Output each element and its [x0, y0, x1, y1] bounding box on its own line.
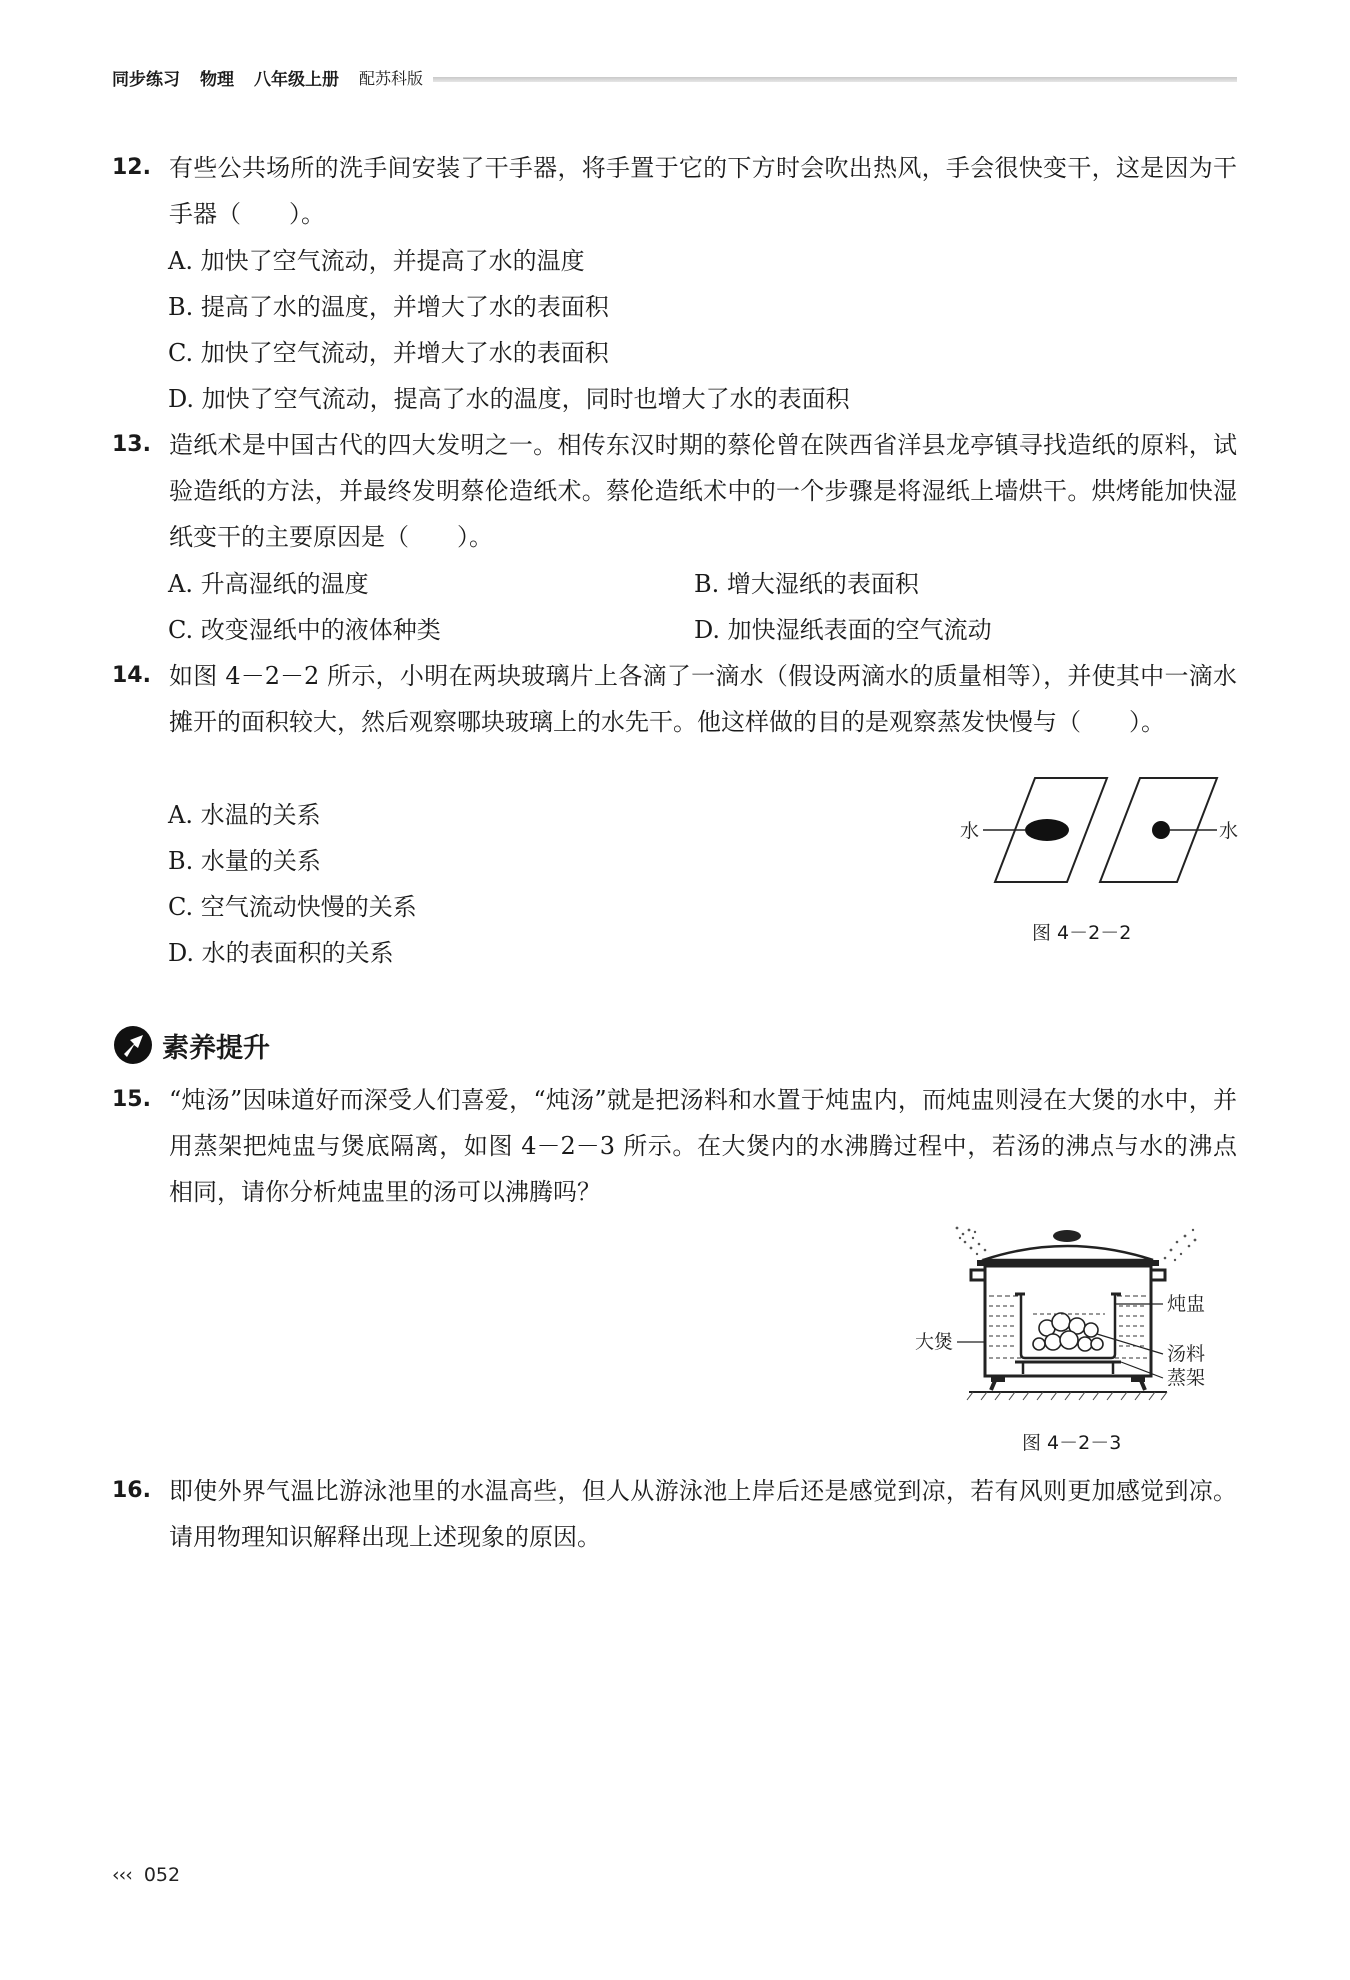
option-d: D. 加快了空气流动，提高了水的温度，同时也增大了水的表面积	[168, 385, 850, 413]
label-big-pot: 大煲	[915, 1331, 954, 1353]
label-water-right: 水	[1219, 820, 1239, 842]
question-stem: 如图 4－2－2 所示，小明在两块玻璃片上各滴了一滴水（假设两滴水的质量相等），并使其中一滴水摊开的面积较大，然后观察哪块玻璃上的水先干。他这样做的目的是观察蒸发快慢与（ ）。	[169, 662, 1237, 736]
question-number: 15.	[112, 1087, 151, 1112]
section-heading	[112, 1023, 270, 1067]
subject-title: 物理	[200, 69, 234, 90]
label-stew-cup: 炖盅	[1167, 1293, 1206, 1315]
pot-handle-right	[1151, 1270, 1165, 1280]
section-title: 素养提升	[162, 1032, 270, 1064]
label-water-left: 水	[960, 820, 980, 842]
figure-stew-pot	[915, 1218, 1235, 1418]
option-b: B. 提高了水的温度，并增大了水的表面积	[168, 293, 609, 321]
pot-lid	[983, 1246, 1153, 1260]
question-number: 16.	[112, 1478, 151, 1503]
question-number: 12.	[112, 155, 151, 180]
arrow-badge-icon	[112, 1024, 154, 1066]
footer-arrows: ‹‹‹	[112, 1864, 132, 1886]
question-16	[112, 1468, 1237, 1560]
question-number: 13.	[112, 432, 151, 457]
page-header	[112, 62, 1237, 92]
option-c: C. 加快了空气流动，并增大了水的表面积	[168, 339, 609, 367]
option-a: A. 加快了空气流动，并提高了水的温度	[168, 247, 585, 275]
question-stem: 即使外界气温比游泳池里的水温高些，但人从游泳池上岸后还是感觉到凉，若有风则更加感觉到凉。请用物理知识解释出现上述现象的原因。	[169, 1477, 1237, 1551]
series-title: 同步练习	[112, 69, 180, 90]
page-number: 052	[143, 1864, 181, 1886]
water-drop-small	[1152, 821, 1170, 839]
water-drop-large	[1025, 819, 1069, 841]
question-15	[112, 1077, 1237, 1215]
grade-title: 八年级上册	[254, 69, 339, 90]
question-stem: 造纸术是中国古代的四大发明之一。相传东汉时期的蔡伦曾在陕西省洋县龙亭镇寻找造纸的原料，试验造纸的方法，并最终发明蔡伦造纸术。蔡伦造纸术中的一个步骤是将湿纸上墙烘干。烘烤能加快湿纸变干的主要原因是（ ）。	[169, 431, 1237, 551]
lid-knob	[1053, 1230, 1081, 1242]
figure-glass-slides	[955, 770, 1245, 890]
ground-hatch	[967, 1392, 1167, 1400]
option-c: C. 空气流动快慢的关系	[168, 893, 417, 921]
option-a: A. 水温的关系	[168, 801, 321, 829]
figure-caption: 图 4－2－3	[1022, 1432, 1122, 1454]
label-ingredients: 汤料	[1167, 1343, 1206, 1365]
question-stem: “炖汤”因味道好而深受人们喜爱，“炖汤”就是把汤料和水置于炖盅内，而炖盅则浸在大煲的水中，并用蒸架把炖盅与煲底隔离，如图 4－2－3 所示。在大煲内的水沸腾过程中，若汤的沸点与水的沸点相同，请你分析炖盅里的汤可以沸腾吗？	[169, 1086, 1237, 1206]
header-rule	[433, 77, 1237, 82]
question-13	[112, 422, 1237, 560]
question-12	[112, 145, 1237, 237]
steam-left	[956, 1227, 987, 1262]
option-a: A. 升高湿纸的温度	[168, 570, 369, 598]
label-steam-rack: 蒸架	[1167, 1367, 1206, 1389]
figure-caption: 图 4－2－2	[1032, 922, 1132, 944]
edition-label: 配苏科版	[359, 68, 424, 88]
question-14	[112, 653, 1237, 745]
option-b: B. 水量的关系	[168, 847, 321, 875]
stove	[991, 1376, 1145, 1390]
option-d: D. 水的表面积的关系	[168, 939, 394, 967]
option-d: D. 加快湿纸表面的空气流动	[694, 616, 992, 644]
pot-handle-left	[971, 1270, 985, 1280]
question-number: 14.	[112, 663, 151, 688]
page-footer	[112, 1864, 180, 1886]
question-stem: 有些公共场所的洗手间安装了干手器，将手置于它的下方时会吹出热风，手会很快变干，这是因为干手器（ ）。	[169, 154, 1237, 228]
steam-right	[1164, 1229, 1197, 1261]
option-b: B. 增大湿纸的表面积	[694, 570, 919, 598]
option-c: C. 改变湿纸中的液体种类	[168, 616, 441, 644]
